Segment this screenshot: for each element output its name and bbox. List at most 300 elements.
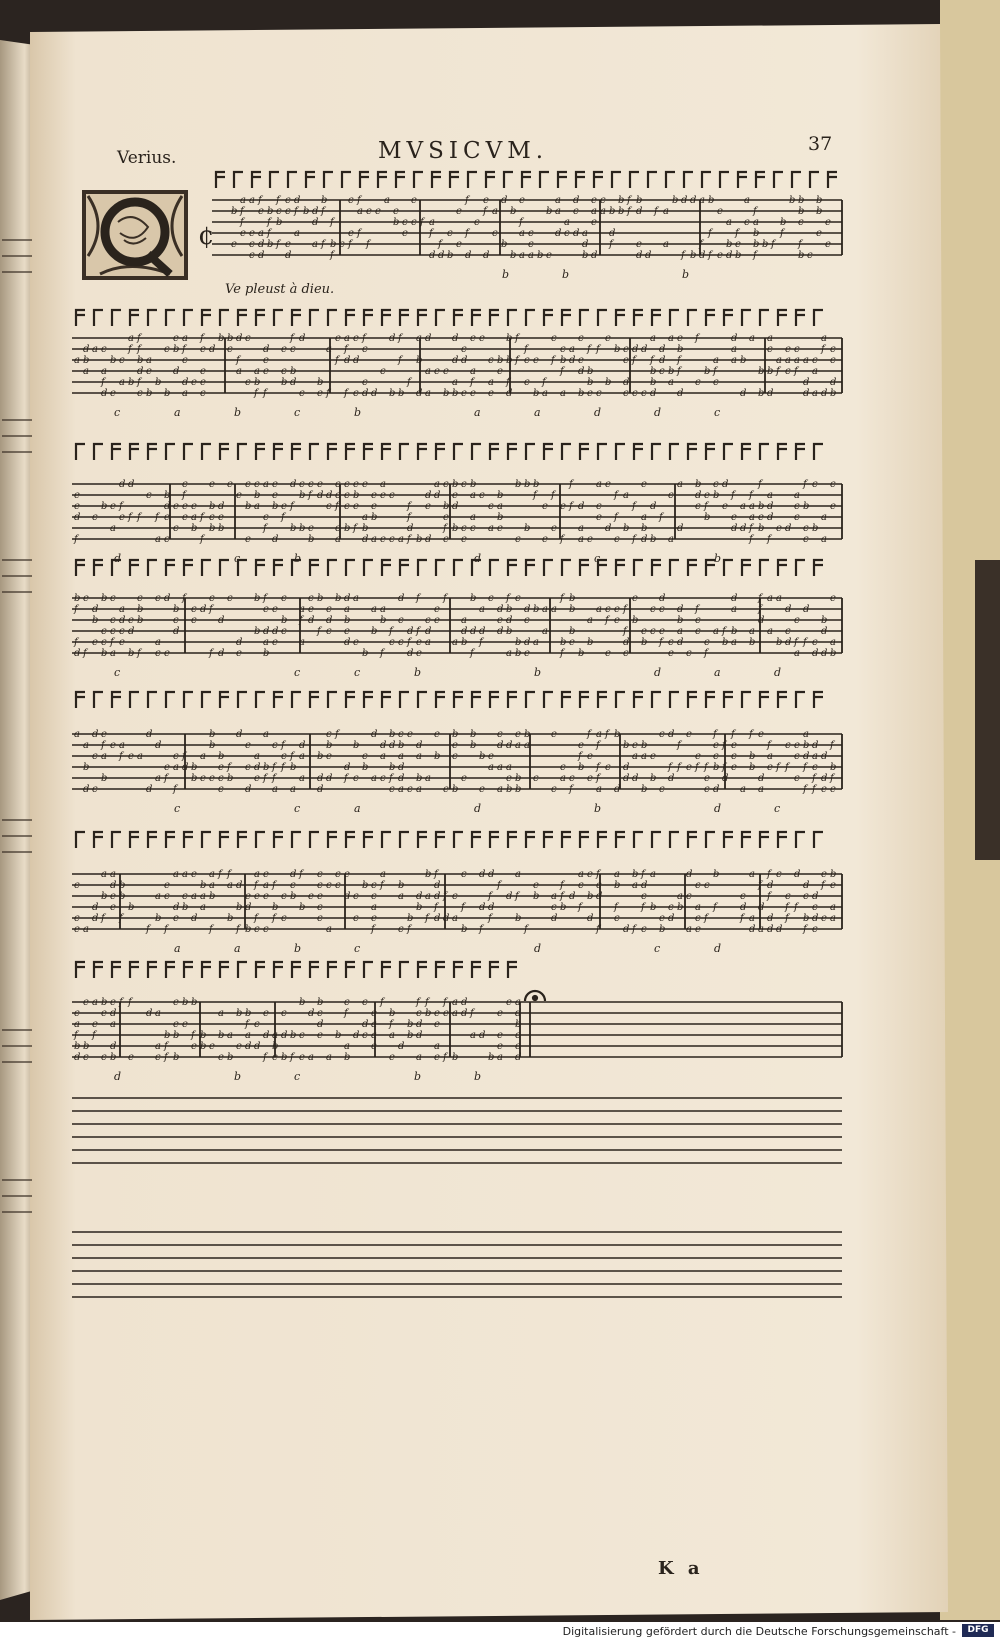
- fret-letter: b: [569, 626, 576, 637]
- fret-letter: f: [128, 997, 132, 1008]
- bass-letter: b: [562, 268, 570, 281]
- fret-letter: f: [290, 1052, 294, 1063]
- fret-letter: f: [321, 206, 325, 217]
- fret-letter: d: [767, 388, 774, 399]
- fret-letter: b: [200, 1030, 207, 1041]
- fret-letter: c: [704, 880, 710, 891]
- fret-letter: f: [146, 924, 150, 935]
- fret-letter: e: [258, 206, 264, 217]
- fret-letter: e: [272, 604, 278, 615]
- fret-letter: a: [74, 1019, 80, 1030]
- fret-letter: c: [389, 784, 395, 795]
- fret-letter: a: [731, 344, 737, 355]
- fret-letter: d: [623, 377, 630, 388]
- fret-letter: b: [618, 195, 625, 206]
- fret-letter: a: [812, 388, 818, 399]
- fret-letter: d: [785, 523, 792, 534]
- fret-letter: d: [137, 366, 144, 377]
- fret-letter: f: [443, 1052, 447, 1063]
- bass-letter: c: [594, 552, 601, 565]
- fret-letter: a: [384, 195, 390, 206]
- fret-letter: b: [735, 250, 742, 261]
- fret-letter: e: [731, 740, 737, 751]
- fret-letter: e: [191, 501, 197, 512]
- fret-letter: b: [488, 1052, 495, 1063]
- fret-letter: d: [146, 1008, 153, 1019]
- fret-letter: c: [92, 751, 98, 762]
- fret-letter: c: [515, 534, 521, 545]
- fret-letter: d: [609, 228, 616, 239]
- fret-letter: e: [461, 388, 467, 399]
- fret-letter: a: [497, 501, 503, 512]
- bass-letter: c: [294, 666, 301, 679]
- fret-letter: d: [461, 355, 468, 366]
- fret-letter: d: [326, 773, 333, 784]
- fret-letter: e: [191, 1041, 197, 1052]
- fret-letter: a: [110, 648, 116, 659]
- fret-letter: b: [614, 880, 621, 891]
- fret-letter: f: [785, 762, 789, 773]
- fret-letter: f: [254, 388, 258, 399]
- fret-letter: f: [587, 729, 591, 740]
- fret-letter: c: [353, 913, 359, 924]
- fret-letter: d: [695, 490, 702, 501]
- fret-letter: a: [767, 490, 773, 501]
- bass-letter: b: [474, 1070, 482, 1083]
- fret-letter: a: [596, 784, 602, 795]
- fret-letter: b: [470, 740, 477, 751]
- fret-letter: a: [767, 626, 773, 637]
- fret-letter: b: [632, 615, 639, 626]
- fret-letter: a: [425, 388, 431, 399]
- fret-letter: c: [461, 479, 467, 490]
- fret-letter: b: [290, 891, 297, 902]
- fret-letter: c: [353, 388, 359, 399]
- fret-letter: f: [704, 648, 708, 659]
- fret-letter: c: [830, 355, 836, 366]
- fret-letter: c: [398, 615, 404, 626]
- fret-letter: e: [794, 740, 800, 751]
- fret-letter: a: [155, 1008, 161, 1019]
- fret-letter: b: [690, 250, 697, 261]
- fret-letter: e: [717, 250, 723, 261]
- fret-letter: b: [173, 1030, 180, 1041]
- fret-letter: d: [110, 1008, 117, 1019]
- fret-letter: c: [659, 366, 665, 377]
- fret-letter: c: [695, 501, 701, 512]
- fret-letter: f: [614, 902, 618, 913]
- fret-letter: d: [821, 388, 828, 399]
- fret-letter: e: [591, 195, 597, 206]
- fret-letter: a: [371, 902, 377, 913]
- fret-letter: d: [470, 626, 477, 637]
- fret-letter: b: [461, 924, 468, 935]
- fret-letter: f: [483, 206, 487, 217]
- fret-letter: a: [677, 626, 683, 637]
- fret-letter: a: [668, 333, 674, 344]
- fret-letter: f: [767, 869, 771, 880]
- fret-letter: e: [425, 501, 431, 512]
- fret-letter: e: [200, 366, 206, 377]
- fret-letter: d: [236, 729, 243, 740]
- fret-letter: f: [299, 869, 303, 880]
- fret-letter: e: [830, 501, 836, 512]
- fret-letter: f: [677, 355, 681, 366]
- fret-letter: d: [677, 637, 684, 648]
- fret-letter: f: [551, 490, 555, 501]
- fret-letter: b: [798, 250, 805, 261]
- fret-letter: b: [803, 740, 810, 751]
- bass-letter: d: [114, 1070, 122, 1083]
- fret-letter: f: [362, 333, 366, 344]
- fret-letter: b: [128, 902, 135, 913]
- fret-letter: d: [636, 250, 643, 261]
- fret-letter: b: [677, 615, 684, 626]
- fret-letter: a: [668, 377, 674, 388]
- fret-letter: d: [812, 891, 819, 902]
- fret-letter: f: [182, 593, 186, 604]
- fret-letter: a: [74, 355, 80, 366]
- fret-letter: f: [771, 239, 775, 250]
- fret-letter: d: [326, 615, 333, 626]
- fret-letter: a: [578, 523, 584, 534]
- fret-letter: f: [182, 751, 186, 762]
- fret-letter: d: [506, 388, 513, 399]
- fret-letter: a: [578, 534, 584, 545]
- fret-letter: f: [425, 997, 429, 1008]
- fret-letter: e: [389, 1052, 395, 1063]
- fret-letter: f: [704, 762, 708, 773]
- fret-letter: f: [407, 501, 411, 512]
- fret-letter: d: [164, 501, 171, 512]
- fret-letter: c: [344, 490, 350, 501]
- fret-letter: b: [740, 355, 747, 366]
- fret-letter: b: [506, 784, 513, 795]
- fret-letter: c: [398, 924, 404, 935]
- fret-letter: a: [785, 355, 791, 366]
- fret-letter: b: [605, 377, 612, 388]
- fret-letter: d: [389, 333, 396, 344]
- fret-letter: b: [299, 490, 306, 501]
- fret-letter: d: [573, 195, 580, 206]
- fret-letter: a: [519, 250, 525, 261]
- fret-letter: f: [821, 880, 825, 891]
- fret-letter: a: [110, 1019, 116, 1030]
- fret-letter: c: [515, 593, 521, 604]
- fret-letter: d: [182, 762, 189, 773]
- fret-letter: d: [294, 195, 301, 206]
- fret-letter: a: [119, 740, 125, 751]
- fret-letter: f: [209, 648, 213, 659]
- fret-letter: f: [731, 729, 735, 740]
- fret-letter: b: [101, 997, 108, 1008]
- fret-letter: f: [614, 490, 618, 501]
- fret-letter: f: [803, 924, 807, 935]
- fret-letter: b: [299, 997, 306, 1008]
- fret-letter: e: [587, 751, 593, 762]
- fret-letter: f: [389, 1019, 393, 1030]
- fret-letter: f: [380, 880, 384, 891]
- fret-letter: d: [812, 648, 819, 659]
- fret-letter: b: [758, 366, 765, 377]
- fret-letter: b: [506, 604, 513, 615]
- fret-letter: d: [290, 869, 297, 880]
- fret-letter: b: [753, 239, 760, 250]
- fret-letter: f: [290, 501, 294, 512]
- bass-letter: b: [234, 406, 242, 419]
- fret-letter: d: [209, 344, 216, 355]
- fret-letter: d: [74, 512, 81, 523]
- fret-letter: f: [317, 626, 321, 637]
- fret-letter: f: [668, 762, 672, 773]
- fret-letter: c: [317, 880, 323, 891]
- fret-letter: c: [362, 1030, 368, 1041]
- fret-letter: f: [623, 626, 627, 637]
- fret-letter: f: [632, 355, 636, 366]
- fret-letter: a: [182, 869, 188, 880]
- fret-letter: d: [452, 355, 459, 366]
- fret-letter: a: [344, 604, 350, 615]
- fret-letter: f: [650, 355, 654, 366]
- fret-letter: b: [362, 880, 369, 891]
- fret-letter: a: [758, 784, 764, 795]
- fret-letter: c: [249, 250, 255, 261]
- fret-letter: b: [110, 1052, 117, 1063]
- fret-letter: c: [317, 869, 323, 880]
- fret-letter: e: [596, 512, 602, 523]
- fret-letter: d: [398, 593, 405, 604]
- fret-letter: a: [263, 880, 269, 891]
- fret-letter: a: [389, 1030, 395, 1041]
- fret-letter: e: [785, 344, 791, 355]
- fret-letter: e: [344, 626, 350, 637]
- fret-letter: c: [119, 626, 125, 637]
- fret-letter: c: [596, 501, 602, 512]
- fret-letter: a: [506, 762, 512, 773]
- fret-letter: f: [335, 729, 339, 740]
- fret-letter: e: [821, 869, 827, 880]
- fret-letter: f: [407, 377, 411, 388]
- fret-letter: a: [416, 751, 422, 762]
- fret-letter: f: [767, 740, 771, 751]
- fret-letter: f: [713, 902, 717, 913]
- fret-letter: f: [713, 729, 717, 740]
- fret-letter: c: [528, 239, 534, 250]
- fret-letter: f: [803, 762, 807, 773]
- fret-letter: f: [407, 512, 411, 523]
- fret-letter: f: [776, 366, 780, 377]
- fret-letter: e: [371, 501, 377, 512]
- fret-letter: e: [551, 523, 557, 534]
- fret-letter: b: [389, 729, 396, 740]
- fret-letter: d: [461, 997, 468, 1008]
- fret-letter: a: [258, 228, 264, 239]
- fret-letter: b: [101, 648, 108, 659]
- bass-letter: c: [654, 942, 661, 955]
- bass-letter: b: [294, 552, 302, 565]
- fret-letter: f: [128, 344, 132, 355]
- fret-letter: f: [281, 512, 285, 523]
- fret-letter: c: [317, 1008, 323, 1019]
- fret-letter: c: [452, 891, 458, 902]
- fret-letter: c: [695, 626, 701, 637]
- fret-letter: d: [812, 913, 819, 924]
- fret-letter: b: [618, 206, 625, 217]
- fret-letter: b: [254, 593, 261, 604]
- bass-letter: a: [174, 942, 181, 955]
- fret-letter: b: [578, 648, 585, 659]
- fret-letter: d: [479, 902, 486, 913]
- fret-letter: e: [542, 501, 548, 512]
- fret-letter: e: [366, 206, 372, 217]
- fret-letter: f: [614, 512, 618, 523]
- fret-letter: f: [416, 593, 420, 604]
- fret-letter: e: [371, 913, 377, 924]
- fret-letter: f: [348, 239, 352, 250]
- fret-letter: e: [249, 228, 255, 239]
- fret-letter: e: [326, 751, 332, 762]
- fret-letter: b: [560, 637, 567, 648]
- fret-letter: c: [632, 388, 638, 399]
- fret-letter: b: [506, 355, 513, 366]
- fret-letter: a: [263, 479, 269, 490]
- fret-letter: c: [344, 501, 350, 512]
- fret-letter: a: [492, 206, 498, 217]
- fret-letter: f: [438, 239, 442, 250]
- fret-letter: b: [614, 344, 621, 355]
- fret-letter: f: [137, 512, 141, 523]
- fret-letter: a: [668, 534, 674, 545]
- fret-letter: f: [659, 637, 663, 648]
- fret-letter: e: [578, 740, 584, 751]
- fret-letter: f: [488, 891, 492, 902]
- fret-letter: f: [74, 1030, 78, 1041]
- fret-letter: e: [173, 997, 179, 1008]
- fret-letter: b: [101, 593, 108, 604]
- fret-letter: f: [830, 773, 834, 784]
- fret-letter: b: [281, 615, 288, 626]
- fret-letter: e: [713, 740, 719, 751]
- fret-letter: b: [776, 637, 783, 648]
- fret-letter: f: [542, 377, 546, 388]
- fret-letter: d: [821, 773, 828, 784]
- fret-letter: f: [263, 388, 267, 399]
- fret-letter: d: [83, 344, 90, 355]
- bass-letter: b: [294, 942, 302, 955]
- footer-credit: Digitalisierung gefördert durch die Deutsche Forschungsgemeinschaft -: [562, 1625, 956, 1638]
- fret-letter: e: [623, 355, 629, 366]
- fret-letter: c: [812, 355, 818, 366]
- bass-letter: d: [714, 802, 722, 815]
- fret-letter: f: [263, 773, 267, 784]
- fret-letter: d: [722, 479, 729, 490]
- fret-letter: b: [533, 604, 540, 615]
- fret-letter: a: [803, 729, 809, 740]
- fret-letter: c: [605, 604, 611, 615]
- fret-letter: e: [816, 228, 822, 239]
- fret-letter: c: [326, 501, 332, 512]
- fret-letter: e: [614, 615, 620, 626]
- fret-letter: b: [101, 501, 108, 512]
- fret-letter: e: [416, 648, 422, 659]
- fret-letter: c: [101, 637, 107, 648]
- fret-letter: e: [470, 388, 476, 399]
- fret-letter: f: [209, 924, 213, 935]
- fret-letter: a: [362, 512, 368, 523]
- fret-letter: b: [524, 729, 531, 740]
- fret-letter: b: [587, 366, 594, 377]
- fret-letter: e: [515, 1041, 521, 1052]
- fret-letter: e: [407, 729, 413, 740]
- fret-letter: d: [636, 206, 643, 217]
- fret-letter: d: [371, 388, 378, 399]
- fret-letter: c: [380, 366, 386, 377]
- fret-letter: d: [344, 891, 351, 902]
- fret-letter: d: [146, 729, 153, 740]
- fret-letter: b: [362, 523, 369, 534]
- fret-letter: f: [380, 997, 384, 1008]
- fret-letter: f: [240, 206, 244, 217]
- fret-letter: c: [276, 206, 282, 217]
- fret-letter: f: [245, 1019, 249, 1030]
- fret-letter: d: [731, 333, 738, 344]
- fret-letter: a: [416, 784, 422, 795]
- fret-letter: b: [641, 740, 648, 751]
- fret-letter: c: [614, 534, 620, 545]
- fret-letter: d: [452, 333, 459, 344]
- fret-letter: d: [353, 355, 360, 366]
- fret-letter: a: [398, 891, 404, 902]
- fret-letter: d: [272, 534, 279, 545]
- fret-letter: b: [74, 593, 81, 604]
- fret-letter: e: [821, 784, 827, 795]
- fret-letter: b: [371, 512, 378, 523]
- fret-letter: e: [587, 388, 593, 399]
- fret-letter: d: [506, 740, 513, 751]
- fret-letter: a: [191, 512, 197, 523]
- fret-letter: b: [263, 762, 270, 773]
- bass-letter: b: [534, 666, 542, 679]
- fret-letter: f: [294, 206, 298, 217]
- fret-letter: a: [803, 355, 809, 366]
- fret-letter: d: [596, 891, 603, 902]
- fret-letter: c: [812, 902, 818, 913]
- fret-letter: f: [560, 593, 564, 604]
- fret-letter: a: [299, 604, 305, 615]
- fret-letter: a: [641, 512, 647, 523]
- fret-letter: d: [281, 1030, 288, 1041]
- fret-letter: d: [785, 637, 792, 648]
- fret-letter: f: [182, 344, 186, 355]
- fret-letter: e: [200, 344, 206, 355]
- fret-letter: e: [263, 1008, 269, 1019]
- fret-letter: a: [335, 534, 341, 545]
- fret-letter: d: [650, 388, 657, 399]
- fret-letter: c: [794, 344, 800, 355]
- fret-letter: e: [317, 1030, 323, 1041]
- fret-letter: a: [591, 206, 597, 217]
- fret-letter: b: [344, 1052, 351, 1063]
- fret-letter: c: [803, 891, 809, 902]
- fret-letter: a: [582, 228, 588, 239]
- fret-letter: b: [164, 388, 171, 399]
- fret-letter: b: [218, 751, 225, 762]
- fret-letter: e: [281, 501, 287, 512]
- fret-letter: f: [200, 534, 204, 545]
- fret-letter: b: [510, 250, 517, 261]
- fret-letter: c: [389, 490, 395, 501]
- fret-letter: b: [74, 1041, 81, 1052]
